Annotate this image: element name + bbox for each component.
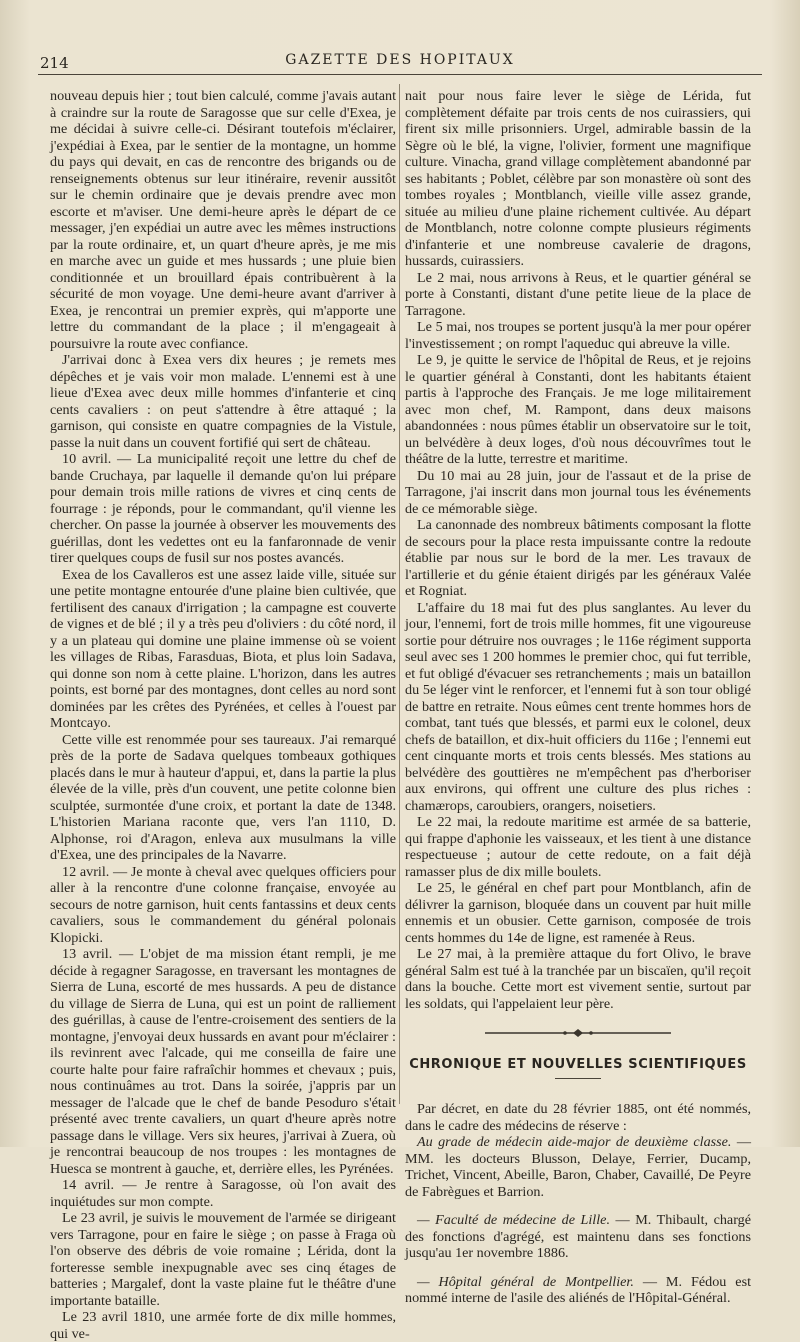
right-column bbox=[405, 88, 751, 1306]
section-ornament bbox=[405, 1028, 751, 1038]
left-paragraph: J'arrivai donc à Exea vers dix heures ; je remets mes dépêches et je vais voir mon malade. L'ennemi est à une lieue d'Exea avec deux mille hommes d'infanterie et cinq cents cavaliers : on peut s'attendre à être attaqué ; la garnison, qui consiste en quatre compagnies de la Vistule, passe la nuit dans un couvent fortifié qui sert de château. bbox=[50, 352, 396, 451]
right-paragraph: Le 27 mai, à la première attaque du fort Olivo, le brave général Salm est tué à la tranchée par un biscaïen, qu'il reçoit dans la bouche. Cette mort est vivement sentie, surtout par les soldats, qui l'appelaient leur père. bbox=[405, 946, 751, 1012]
chronique-text: — MM. les docteurs Blusson, Delaye, Ferrier, Ducamp, Trichet, Vincent, Abeille, Baron, Chaber, Cavaillé, De Peyre de Fabrègues et Barrion. bbox=[405, 1134, 751, 1200]
chronique-heading: — Hôpital général de Montpellier. bbox=[417, 1273, 634, 1290]
left-paragraph: 14 avril. — Je rentre à Saragosse, où l'on avait des inquiétudes sur mon compte. bbox=[50, 1177, 396, 1210]
right-paragraph: Du 10 mai au 28 juin, jour de l'assaut et de la prise de Tarragone, j'ai inscrit dans mon journal tous les événements de ce mémorable siège. bbox=[405, 467, 751, 517]
title-underline bbox=[555, 1078, 601, 1079]
chronique-paragraph: Par décret, en date du 28 février 1885, ont été nommés, dans le cadre des médecins de réserve : bbox=[405, 1101, 751, 1134]
journal-title: GAZETTE DES HOPITAUX bbox=[285, 52, 515, 68]
chronique-text: — M. Fédou est nommé interne de l'asile des aliénés de l'Hôpital-Général. bbox=[405, 1273, 751, 1306]
left-paragraph: Cette ville est renommée pour ses taureaux. J'ai remarqué près de la porte de Sadava quelques tombeaux gothiques placés dans le mur à hauteur d'appui, et, dans la partie la plus élevée de la ville, près d'un couvent, une petite colonne bien sculptée, surmontée d'une croix, et portant la date de 1348. L'historien Mariana raconte que, vers l'an 1110, D. Alphonse, roi d'Aragon, enleva aux musulmans la ville d'Exea, une des principales de la Navarre. bbox=[50, 731, 396, 863]
section-title: CHRONIQUE ET NOUVELLES SCIENTIFIQUES bbox=[409, 1056, 747, 1072]
right-paragraph: L'affaire du 18 mai fut des plus sanglantes. Au lever du jour, l'ennemi, fort de trois mille hommes, fit une vigoureuse sortie pour détruire nos ouvrages ; le 116e régiment supporta seul avec ses 1 200 hommes le premier choc, qui fut terrible, et fut obligé d'évacuer ses retranchements ; mais un bataillon du 5e léger vint le renforcer, et l'ennemi fut à son tour obligé de battre en retraite. Nous eûmes cent trente hommes hors de combat, tant tués que blessés, et parmi eux le colonel, deux chefs de bataillon, et dix-huit officiers du 116e ; l'ennemi eut cent cinquante morts et trois cents blessés. Mes stations au belvédère des gouttières ne m'empêchent pas d'herboriser aux environs, qui offrent une culture des plus riches : chamærops, caroubiers, orangers, noisetiers. bbox=[405, 599, 751, 814]
left-paragraph: Exea de los Cavalleros est une assez laide ville, située sur une petite montagne entourée d'une plaine bien cultivée, que fertilisent des canaux d'irrigation ; la campagne est couverte de vignes et de blé ; il y a très peu d'oliviers : du côté nord, il y a un plateau qui domine une plaine immense où se voient les villages de Ribas, Farasduas, Biota, et plus loin Sadava, qui donne son nom à cette plaine. L'horizon, dans les autres points, est borné par des montagnes, dont celles au nord sont dominées par les crêtes des Pyrénées, et celles à l'ouest par Montcayo. bbox=[50, 566, 396, 731]
column-divider bbox=[399, 84, 400, 1104]
chronique-heading: — Faculté de médecine de Lille. bbox=[417, 1212, 610, 1228]
chronique-heading: Au grade de médecin aide-major de deuxième classe. bbox=[417, 1134, 732, 1150]
right-paragraph: La canonnade des nombreux bâtiments composant la flotte de secours pour la place resta impuissante contre la redoute établie par nous sur le bord de la mer. Les travaux de l'artillerie et du génie étaient dirigés par les généraux Valée et Rogniat. bbox=[405, 517, 751, 599]
right-paragraph: Le 5 mai, nos troupes se portent jusqu'à la mer pour opérer l'investissement ; on rompt l'aqueduc qui abreuve la ville. bbox=[405, 319, 751, 352]
chronique-paragraph bbox=[405, 1134, 751, 1200]
left-column bbox=[50, 88, 396, 1342]
chronique-paragraph bbox=[405, 1212, 751, 1262]
chronique-text: — M. Thibault, chargé des fonctions d'agrégé, est maintenu dans ses fonctions jusqu'au 1er novembre 1886. bbox=[405, 1212, 751, 1261]
chronique-paragraph bbox=[405, 1274, 751, 1307]
right-paragraph: nait pour nous faire lever le siège de Lérida, fut complètement défaite par trois cents de nos cuirassiers, qui firent six mille prisonniers. Urgel, admirable bassin de la Sègre où le blé, la vigne, l'olivier, forment une magnifique culture. Vinacha, grand village complètement abandonné par ses habitants ; Poblet, célèbre par son monastère où sont des tombes royales ; Montblanch, vieille ville assez grande, située au milieu d'une plaine richement cultivée. Au départ de Montblanch, notre colonne compte plusieurs régiments d'infanterie et une nombreuse cavalerie de dragons, hussards, cuirassiers. bbox=[405, 88, 751, 269]
page-number: 214 bbox=[40, 54, 69, 72]
left-paragraph: 10 avril. — La municipalité reçoit une lettre du chef de bande Cruchaya, par laquelle il demande qu'on lui prépare pour demain trois mille rations de vivres et cinq cents de fourrage : je réponds, pour le commandant, qu'il vienne les chercher. On passe la journée à observer les mouvements des guérillas, dont les vedettes ont eu la fanfaronnade de venir tirer quelques coups de fusil sur nos postes avancés. bbox=[50, 451, 396, 566]
right-paragraph: Le 25, le général en chef part pour Montblanch, afin de délivrer la garnison, bloquée dans un couvent par huit mille ennemis et un obusier. Cette garnison, composée de trois cents hommes du 14e de ligne, est ramenée à Reus. bbox=[405, 880, 751, 946]
right-paragraph: Le 9, je quitte le service de l'hôpital de Reus, et je rejoins le quartier général à Constanti, dont les habitants étaient partis à l'approche des Français. Je me loge militairement avec mon chef, M. Rampont, dans deux maisons abandonnées : nous pûmes établir un observatoire sur le toit, un belvédère à deux loges, d'où nous découvrîmes tout le théâtre de la lutte, terrestre et maritime. bbox=[405, 352, 751, 467]
left-paragraph: Le 23 avril 1810, une armée forte de dix mille hommes, qui ve- bbox=[50, 1309, 396, 1342]
right-paragraph: Le 2 mai, nous arrivons à Reus, et le quartier général se porte à Constanti, distant d'une petite lieue de la place de Tarragone. bbox=[405, 269, 751, 319]
left-paragraph: Le 23 avril, je suivis le mouvement de l'armée se dirigeant vers Tarragone, pour en faire le siège ; on passe à Fraga où l'on observe des débris de voie romaine ; Lérida, dont la forteresse semble inexpugnable avec ses cinq étages de batteries ; Margalef, dont la vaste plaine fut le théâtre d'une importante bataille. bbox=[50, 1210, 396, 1309]
left-paragraph: nouveau depuis hier ; tout bien calculé, comme j'avais autant à craindre sur la route de Saragosse que sur celle d'Exea, je me décidai à suivre celle-ci. Désirant toutefois m'éclairer, j'expédiai à Exea, par le sentier de la montagne, un homme du pays qui devait, en cas de rencontre des brigands ou de renseignements obtenus sur leur itinéraire, revenir aussitôt sur le chemin ordinaire que je devais prendre avec mon escorte et m'aviser. Une demi-heure après le départ de ce messager, j'en expédiai un autre avec les mêmes instructions par la route ordinaire, et, un quart d'heure après, je me mis en marche avec un guide et mes hussards ; une pluie bien conditionnée et un brouillard épais contribuèrent à la sécurité de mon voyage. Une demi-heure avant d'arriver à Exea, je rencontrai un premier exprès, qui m'apporte une lettre du commandant de la place ; il m'engageait à poursuivre la route avec confiance. bbox=[50, 88, 396, 352]
left-paragraph: 12 avril. — Je monte à cheval avec quelques officiers pour aller à la rencontre d'une colonne française, envoyée au secours de notre garnison, huit cents fantassins et deux cents cavaliers, sous le commandement du général polonais Klopicki. bbox=[50, 863, 396, 946]
right-paragraph: Le 22 mai, la redoute maritime est armée de sa batterie, qui frappe d'aphonie les vaisseaux, et les tient à une distance respectueuse ; autour de cette redoute, on a fait déjà ramasser plus de dix mille boulets. bbox=[405, 814, 751, 880]
page-header bbox=[38, 50, 762, 75]
left-paragraph: 13 avril. — L'objet de ma mission étant rempli, je me décide à regagner Saragosse, en traversant les montagnes de Sierra de Luna, escorté de mes hussards. A peu de distance du village de Sierra de Luna, qui est un point de ralliement des guérillas, à cause de l'entre-croisement des sentiers de la montagne, j'envoyai deux hussards en avant pour m'éclairer : ils revinrent avec l'alcade, qui me conseilla de faire une courte halte pour faire rafraîchir hommes et chevaux ; puis, nous continuâmes au trot. Dans la soirée, j'appris par un messager de l'alcade que le chef de bande Pesoduro s'était présenté avec trente cavaliers, un quart d'heure après notre passage dans le village. Vers six heures, j'arrivai à Zuera, où je rencontrai beaucoup de nos troupes : les montagnes de Huesca se montrent à gauche, et, derrière elles, les Pyrénées. bbox=[50, 946, 396, 1177]
